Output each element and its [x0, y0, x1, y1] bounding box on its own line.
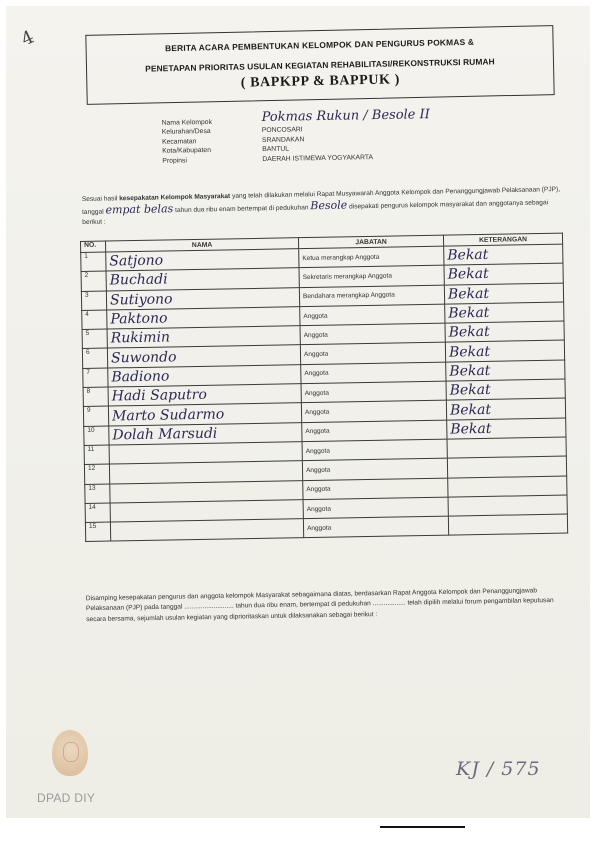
cell-no: 3 — [81, 291, 106, 311]
cell-jabatan: Sekretaris merangkap Anggota — [299, 265, 444, 287]
info-value-group-name: Pokmas Rukun / Besole II — [261, 106, 430, 125]
corner-handwritten-mark: 4 — [18, 26, 38, 51]
cell-nama: Paktono — [110, 310, 168, 328]
info-label: Nama Kelompok — [161, 118, 213, 127]
cell-jabatan: Anggota — [302, 458, 447, 480]
handwritten-hamlet: Besole — [310, 197, 348, 212]
cell-jabatan: Anggota — [303, 478, 448, 500]
info-label: Kecamatan — [161, 137, 197, 146]
cell-nama: Satjono — [109, 252, 164, 270]
cell-nama: Badiono — [111, 368, 170, 386]
cell-keterangan: Bekat — [447, 285, 490, 303]
cell-no: 14 — [85, 503, 110, 523]
cell-jabatan: Anggota — [300, 343, 445, 365]
handwritten-date: empat belas — [105, 201, 174, 217]
cell-nama: Hadi Saputro — [111, 387, 207, 405]
cell-jabatan: Anggota — [302, 420, 447, 442]
cell-jabatan: Anggota — [300, 323, 445, 345]
intro-text: disepakati pengurus kelompok masyarakat dan anggotanya sebagai berikut : — [82, 198, 549, 227]
cell-no: 11 — [84, 445, 109, 465]
intro-text: Sesuai hasil — [81, 195, 120, 204]
cell-no: 6 — [82, 349, 107, 369]
info-label: Kota/Kabupaten — [162, 147, 212, 156]
header-keterangan: KETERANGAN — [443, 233, 562, 246]
info-label: Kelurahan/Desa — [161, 128, 211, 136]
members-table — [80, 233, 568, 543]
header-nama: NAMA — [106, 238, 299, 252]
closing-paragraph: Disamping kesepakatan pengurus dan anggota kelompok Masyarakat sebagaimana diatas, berdasarkan Rapat Anggota Kelompok dan Penanggungjawab Pelaksanaan (PJP) pada tanggal ........................... tahun dua ribu enam, bertempat di pedukuhan .................. telah dipilih melalui forum pengambilan keputusan secara bersama, sejumlah usulan kegiatan yang diprioritaskan untuk dilaksanakan sebagai berikut : — [85, 587, 554, 623]
seal-emblem — [63, 742, 79, 762]
cell-jabatan: Bendahara merangkap Anggota — [299, 285, 444, 307]
cell-keterangan: Bekat — [449, 362, 491, 380]
cell-nama: Sutiyono — [109, 291, 173, 309]
cell-no: 5 — [82, 329, 107, 349]
cell-jabatan: Anggota — [301, 401, 446, 423]
cell-nama: Marto Sudarmo — [111, 406, 225, 424]
cell-no: 10 — [84, 426, 109, 446]
cell-no: 7 — [83, 368, 108, 388]
archive-seal-logo — [52, 730, 88, 776]
group-info — [161, 106, 483, 165]
cell-no: 15 — [85, 522, 110, 542]
cell-keterangan: Bekat — [447, 266, 489, 284]
title-acronym: ( BAPKPP & BAPPUK ) — [240, 72, 401, 91]
cell-no: 12 — [84, 464, 109, 484]
cell-jabatan: Anggota — [300, 304, 445, 326]
cell-jabatan: Anggota — [303, 516, 448, 538]
cell-keterangan: Bekat — [449, 382, 491, 399]
cell-no: 4 — [82, 310, 107, 330]
cell-keterangan: Bekat — [448, 343, 491, 361]
title-box — [85, 25, 554, 105]
cell-nama: Rukimin — [110, 329, 171, 347]
archive-watermark: DPAD DIY — [37, 791, 96, 805]
members-table-container — [80, 233, 568, 543]
cell-nama: Dolah Marsudi — [112, 425, 218, 444]
title-line-1: BERITA ACARA PEMBENTUKAN KELOMPOK DAN PENGURUS POKMAS & — [164, 36, 475, 54]
title-line-2: PENETAPAN PRIORITAS USULAN KEGIATAN REHABILITASI/REKONSTRUKSI RUMAH — [145, 56, 495, 74]
cell-jabatan: Anggota — [301, 381, 446, 403]
intro-text: tahun dua ribu enam bertempat di pedukuhan — [173, 203, 311, 214]
cell-keterangan: Bekat — [449, 401, 492, 419]
cell-no: 9 — [83, 406, 108, 426]
info-value-regency: BANTUL — [262, 145, 290, 154]
cell-jabatan: Ketua merangkap Anggota — [299, 246, 444, 268]
cell-jabatan: Anggota — [303, 497, 448, 519]
info-value-province: DAERAH ISTIMEWA YOGYAKARTA — [262, 154, 374, 164]
cell-nama: Suwondo — [110, 348, 177, 367]
info-value-village: PONCOSARI — [261, 126, 303, 135]
cell-jabatan: Anggota — [302, 439, 447, 461]
cell-keterangan: Bekat — [447, 247, 489, 264]
header-jabatan: JABATAN — [298, 235, 443, 249]
cell-no: 2 — [81, 271, 106, 291]
info-value-district: SRANDAKAN — [261, 136, 305, 144]
cell-keterangan: Bekat — [448, 324, 490, 341]
cell-keterangan: Bekat — [448, 304, 490, 322]
header-no: NO. — [81, 241, 106, 252]
cell-jabatan: Anggota — [301, 362, 446, 384]
intro-text: yang telah dilakukan melalui Rapat Musyawarah Anggota Kelompok dan Penanggungjawab Pelaksanaan (PJP), tanggal — [81, 186, 561, 216]
intro-bold-text: kesepakatan Kelompok Masyarakat — [119, 192, 231, 203]
info-label: Propinsi — [162, 157, 188, 165]
cell-nama: Buchadi — [109, 271, 168, 289]
handwritten-reference-code: KJ / 575 — [456, 758, 541, 780]
bottom-divider — [380, 826, 465, 828]
cell-no: 13 — [85, 484, 110, 504]
cell-no: 1 — [81, 252, 106, 272]
cell-no: 8 — [83, 387, 108, 407]
cell-keterangan: Bekat — [450, 420, 492, 438]
